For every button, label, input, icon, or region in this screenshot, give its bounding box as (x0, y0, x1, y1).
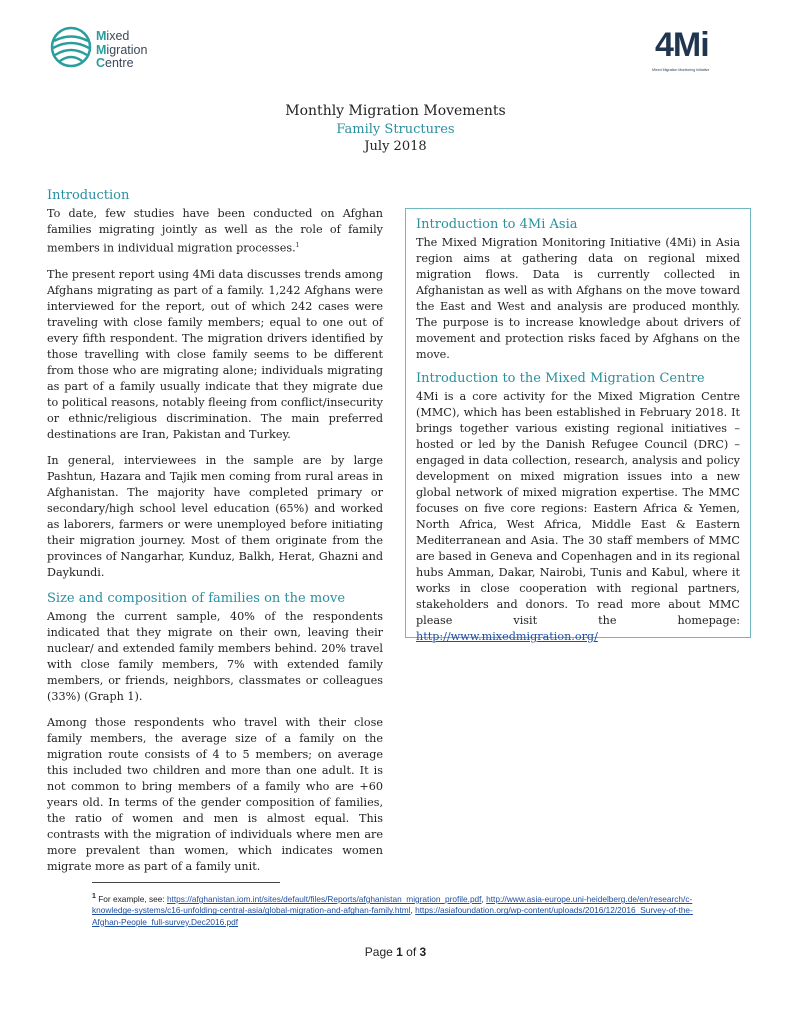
main-column (47, 188, 383, 885)
footnote-lead: For example, see: (98, 893, 165, 904)
footnote (92, 891, 702, 928)
intro-paragraph-3: In general, interviewees in the sample are by large Pashtun, Hazara and Tajik men coming from rural areas in Afghanistan. The majority have completed primary or secondary/high school level education (65%) and worked as laborers, farmers or were unemployed before initiating their migration journey. Most of them originate from the provinces of Nangarhar, Kunduz, Balkh, Herat, Ghazni and Daykundi. (47, 453, 383, 579)
footnote-number: 1 (92, 893, 96, 900)
size-paragraph-2: Among those respondents who travel with their close family members, the average size of a family on the migration route consists of 4 to 5 members; on average this included two children and more than one adult. It is not common to bring members of a family who are +60 years old. In terms of the gender composition of families, the ratio of women and men is almost equal. This contrasts with the migration of individuals where men are more prevalent than women, which indicates women migrate more as part of a family unit. (47, 715, 383, 873)
intro-paragraph-1: To date, few studies have been conducted on Afghan families migrating jointly as well as the role of family members in individual migration processes.$^1$ (47, 207, 383, 255)
mmc-logo (50, 26, 190, 74)
mmc-homepage-link[interactable]: http://www.mixedmigration.org/ (416, 630, 598, 643)
footnote-link-asiafoundation[interactable]: https://asiafoundation.org/wp-content/uploads/2016/12/2016_Survey-of-the-Afghan-People_full-survey.Dec2016.pdf (92, 905, 693, 927)
footnote-link-iom[interactable]: https://afghanistan.iom.int/sites/default/files/Reports/afghanistan_migration_profile.pdf (166, 893, 482, 904)
size-heading: Size and composition of families on the move (47, 590, 346, 606)
footnote-sep: , (481, 893, 484, 904)
fourmi-logo (652, 26, 730, 76)
size-paragraph-1: Among the current sample, 40% of the respondents indicated that they migrate on their own, leaving their nuclear/ and extended family members behind. 20% travel with close family members, 7% with extended family members, or friends, neighbors, classmates or colleagues (33%) (Graph 1). (47, 609, 383, 703)
footnote-rule (92, 882, 280, 883)
page-subtitle: Family Structures (336, 122, 455, 137)
asia-heading: Introduction to 4Mi Asia (416, 217, 578, 232)
intro-paragraph-2: The present report using 4Mi data discusses trends among Afghans migrating as part of a family. 1,242 Afghans were interviewed for the report, out of which 242 cases were traveling with close family members; equal to one out of every fifth respondent. The migration drivers identified by those travelling with close family seems to be different from those who are migrating alone; individuals migrating as part of a family usually indicate that they migrate due to political reasons, notably fleeing from conflict/insecurity or ethnic/religious discrimination. The main preferred destinations are Iran, Pakistan and Turkey. (47, 267, 383, 441)
fourmi-mark: 4Mi (655, 26, 709, 64)
fourmi-tagline: Mixed Migration Monitoring Initiative (652, 68, 710, 72)
footnote-sep: , (410, 905, 413, 916)
mmc-heading: Introduction to the Mixed Migration Centre (416, 371, 705, 386)
asia-text: The Mixed Migration Monitoring Initiative (4Mi) in Asia region aims at gathering data on regional mixed migration flows. Data is currently collected in Afghanistan as well as with Afghans on the move toward the East and West and analysis are produced monthly. The purpose is to increase knowledge about drivers of movement and protection risks faced by Afghans on the move. (416, 236, 740, 361)
intro-heading: Introduction (47, 188, 130, 203)
footnote-link-heidelberg[interactable]: http://www.asia-europe.uni-heidelberg.de/en/research/c-knowledge-systems/c16-unfolding-central-asia/global-migration-and-afghan-family.html (92, 893, 693, 916)
mmc-globe-icon (50, 26, 92, 68)
mmc-logo-text: Mixed Migration Centre (96, 29, 148, 70)
page-date: July 2018 (364, 139, 427, 154)
footnote-ref[interactable]: 1 (295, 242, 300, 249)
info-box (405, 208, 751, 643)
page-title: Monthly Migration Movements (285, 103, 506, 119)
page-number: Page 1 of 3 (364, 945, 427, 959)
mmc-text: 4Mi is a core activity for the Mixed Migration Centre (MMC), which has been established in February 2018. It brings together various existing regional initiatives – hosted or led by the Danish Refugee Council (DRC) – engaged in data collection, research, analysis and policy development on mixed migration issues into a new global network of mixed migration expertise. The MMC focuses on five core regions: Eastern Africa & Yemen, North Africa, West Africa, Middle East & Eastern Mediterranean and Asia. The 30 staff members of MMC are based in Geneva and Copenhagen and in its regional hubs Amman, Dakar, Nairobi, Tunis and Kabul, where it works in close cooperation with regional partners, stakeholders and donors. To read more about MMC please visit the homepage: http://www.mixedmigration.org/ (416, 390, 740, 643)
